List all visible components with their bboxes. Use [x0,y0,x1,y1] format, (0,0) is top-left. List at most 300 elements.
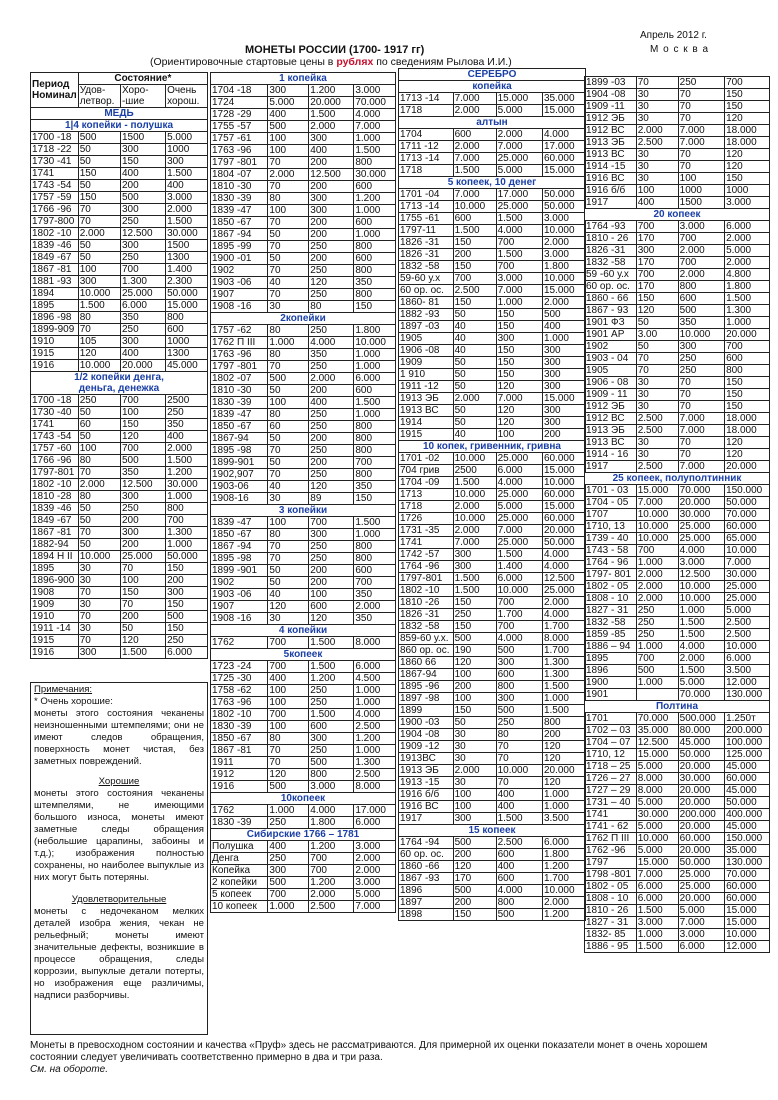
fair-price-cell: 80 [268,733,309,745]
very-good-price-cell: 800 [354,553,396,565]
very-good-price-cell: 600 [354,253,396,265]
table-row [399,201,586,213]
section-title: 1 копейка [211,73,396,85]
fair-price-cell: 50 [453,309,496,321]
very-good-price-cell: 2.000 [354,601,396,613]
fair-price-cell: 80 [268,349,309,361]
period-cell: 1764 -96 [399,561,454,573]
very-good-price-cell: 60.000 [542,513,585,525]
good-price-cell: 1.500 [496,249,542,261]
good-price-cell: 300 [120,491,165,503]
period-cell: 1882-94 [31,539,79,551]
fair-price-cell: 50 [268,577,309,589]
good-price-cell: 20.000 [678,821,724,833]
good-price-cell: 20.000 [120,360,165,372]
good-price-cell: 1.300 [120,276,165,288]
fair-price-cell: 5.000 [636,761,678,773]
good-price-cell: 500 [309,757,354,769]
good-price-cell: 2.000 [678,245,724,257]
table-row [211,289,396,301]
fair-price-cell: 50 [453,417,496,429]
period-cell: 1917 [585,461,637,473]
very-good-price-cell: 400.000 [725,809,770,821]
header-period-nominal: Период Номинал [31,73,79,108]
period-cell: 1908 -16 [211,301,268,313]
period-cell: 704 грив [399,465,454,477]
good-price-cell: 250 [309,469,354,481]
fair-price-cell: 80 [268,325,309,337]
fair-price-cell: 150 [453,261,496,273]
table-row [585,257,770,269]
very-good-price-cell: 800 [354,445,396,457]
fair-price-cell: 30 [636,161,678,173]
very-good-price-cell: 125.000 [725,749,770,761]
very-good-price-cell: 6.000 [166,647,208,659]
very-good-price-cell: 1.500 [354,145,396,157]
fair-price-cell: 30 [636,401,678,413]
very-good-price-cell: 18.000 [725,125,770,137]
table-row [31,467,208,479]
good-price-cell: 150 [120,587,165,599]
footer-note-2: состоянии следует увеличивать соответственно примерно в два и три раза. [30,1052,383,1063]
good-price-cell: 800 [496,897,542,909]
good-price-cell: 12.500 [309,169,354,181]
period-cell: 1908-16 [211,493,268,505]
very-good-price-cell: 60.000 [725,521,770,533]
good-price-cell: 4.000 [678,545,724,557]
period-cell: 1713 -14 [399,153,454,165]
period-cell: Денга [211,853,268,865]
table-row [585,857,770,869]
good-price-cell: 350 [120,467,165,479]
table-row [399,237,586,249]
good-price-cell: 1.000 [678,605,724,617]
very-good-price-cell: 1.800 [542,261,585,273]
fair-price-cell: 300 [268,865,309,877]
very-good-price-cell: 2.500 [354,721,396,733]
period-cell: 1899-901 [211,457,268,469]
table-row [211,241,396,253]
very-good-price-cell: 8.000 [542,633,585,645]
very-good-price-cell: 10.000 [725,545,770,557]
good-price-cell: 2.000 [496,129,542,141]
fair-price-cell: 500 [453,885,496,897]
good-price-cell: 7.000 [678,413,724,425]
fair-price-cell: 700 [268,889,309,901]
fair-price-cell: 2.000 [636,125,678,137]
good-price-cell: 4.000 [496,885,542,897]
period-cell: 1881 -93 [31,276,79,288]
period-cell: 1860 - 66 [585,293,637,305]
fair-price-cell: 120 [78,348,120,360]
section-title: 4 копейки [211,625,396,637]
table-row [585,821,770,833]
table-row [399,885,586,897]
period-cell: 1810 - 26 [585,905,637,917]
good-price-cell: 60.000 [678,833,724,845]
note-fair-heading: Удовлетворительные [71,894,167,905]
good-price-cell: 600 [309,601,354,613]
very-good-price-cell: 7.000 [354,901,396,913]
period-cell: 1710, 12 [585,749,637,761]
fair-price-cell: 50 [78,503,120,515]
good-price-cell: 700 [678,233,724,245]
very-good-price-cell: 60.000 [725,893,770,905]
period-cell: 1766 -96 [31,204,79,216]
table-row [399,657,586,669]
period-cell: 1702 – 03 [585,725,637,737]
period-cell: 1886 - 95 [585,941,637,953]
section-title: 1|4 копейки - полушка [31,120,208,132]
period-cell: 1827 - 31 [585,605,637,617]
good-price-cell: 600 [496,669,542,681]
period-cell: 1704 -09 [399,477,454,489]
very-good-price-cell: 500 [166,611,208,623]
very-good-price-cell: 20.000 [542,765,585,777]
table-row [31,180,208,192]
good-price-cell: 7.000 [678,125,724,137]
page-subtitle: (Ориентировочные стартовые цены в рублях по сведениям Рылова И.И.) [150,56,512,68]
table-row [31,539,208,551]
fair-price-cell: 100 [268,697,309,709]
good-price-cell: 7.000 [678,425,724,437]
very-good-price-cell: 600 [166,324,208,336]
table-row [399,597,586,609]
fair-price-cell: 100 [268,133,309,145]
fair-price-cell: 100 [453,801,496,813]
fair-price-cell: 500 [268,877,309,889]
very-good-price-cell: 120 [725,113,770,125]
good-price-cell: 300 [120,144,165,156]
table-row [31,527,208,539]
table-row [585,281,770,293]
good-price-cell: 7.000 [496,141,542,153]
very-good-price-cell: 700 [166,515,208,527]
section-title: 5 копеек, 10 денег [399,177,586,189]
good-price-cell: 400 [120,168,165,180]
table-row [399,693,586,705]
period-cell: 1909 - 11 [585,389,637,401]
table-row [211,337,396,349]
table-row [585,677,770,689]
table-row [585,269,770,281]
good-price-cell: 700 [120,443,165,455]
table-row [31,240,208,252]
fair-price-cell: 50 [78,515,120,527]
period-cell: 60 ор. ос. [399,849,454,861]
good-price-cell: 700 [120,395,165,407]
very-good-price-cell: 800 [354,241,396,253]
fair-price-cell: 50 [78,431,120,443]
good-price-cell: 300 [309,193,354,205]
very-good-price-cell: 10.000 [542,477,585,489]
table-row [211,613,396,625]
fair-price-cell: 250 [636,617,678,629]
period-cell: 1895 -98 [211,445,268,457]
very-good-price-cell: 50.000 [725,797,770,809]
very-good-price-cell: 4.000 [542,129,585,141]
very-good-price-cell: 12.500 [542,573,585,585]
good-price-cell: 500.000 [678,713,724,725]
footer-note: Монеты в превосходном состоянии и качества «Пруф» здесь не рассматриваются. Для примерной их оценки показатели монет в очень хорошем [30,1040,708,1051]
fair-price-cell: 700 [453,273,496,285]
table-row [399,909,586,921]
fair-price-cell: 30 [453,777,496,789]
fair-price-cell: 60 [78,419,120,431]
fair-price-cell: 70 [636,365,678,377]
very-good-price-cell: 15.000 [725,905,770,917]
table-row [585,173,770,185]
good-price-cell: 150 [496,357,542,369]
very-good-price-cell: 150 [354,493,396,505]
fair-price-cell: 30 [636,89,678,101]
table-row [31,431,208,443]
table-row [211,325,396,337]
period-cell: 1723 -24 [211,661,268,673]
period-cell: 1913ВС [399,753,454,765]
good-price-cell: 200 [309,229,354,241]
table-row [585,413,770,425]
very-good-price-cell: 30.000 [725,569,770,581]
good-price-cell: 800 [496,681,542,693]
table-row [399,585,586,597]
very-good-price-cell: 600 [354,565,396,577]
period-cell: 1810 - 26 [585,233,637,245]
good-price-cell: 300 [496,657,542,669]
period-cell: 1909 [31,599,79,611]
good-price-cell: 300 [309,733,354,745]
fair-price-cell: 30 [636,389,678,401]
good-price-cell: 700 [309,853,354,865]
fair-price-cell: 1.000 [268,805,309,817]
fair-price-cell: 150 [453,597,496,609]
footer-see-back: См. на обороте. [30,1064,109,1075]
very-good-price-cell: 300 [166,156,208,168]
good-price-cell: 1.500 [309,637,354,649]
very-good-price-cell: 200.000 [725,725,770,737]
table-row [31,228,208,240]
period-cell: 1763 -96 [211,697,268,709]
very-good-price-cell: 1500 [166,240,208,252]
good-price-cell: 120 [309,481,354,493]
good-price-cell: 300 [496,693,542,705]
very-good-price-cell: 70.000 [725,509,770,521]
period-cell: 1915 [399,429,454,441]
period-cell: 1907 [211,289,268,301]
fair-price-cell: 70 [636,353,678,365]
table-row [211,553,396,565]
fair-price-cell: 60 [268,421,309,433]
table-row [585,569,770,581]
table-row [31,647,208,659]
table-row [31,551,208,563]
fair-price-cell: 2.000 [78,228,120,240]
very-good-price-cell: 15.000 [166,300,208,312]
fair-price-cell: 30 [268,301,309,313]
table-row [585,137,770,149]
period-cell: 1724 [211,97,268,109]
period-cell: 1725 -30 [211,673,268,685]
fair-price-cell: 30 [78,623,120,635]
table-row [585,353,770,365]
fair-price-cell: 40 [453,429,496,441]
good-price-cell: 120 [309,277,354,289]
good-price-cell: 30.000 [678,773,724,785]
period-cell: 1916 [31,360,79,372]
good-price-cell: 120 [120,635,165,647]
good-price-cell: 70 [678,113,724,125]
section-title: 10 копек, гривенник, гривна [399,441,586,453]
very-good-price-cell: 800 [354,433,396,445]
period-cell: 1739 - 40 [585,533,637,545]
very-good-price-cell: 1.700 [542,873,585,885]
good-price-cell: 1.500 [678,665,724,677]
table-row [399,681,586,693]
period-cell: 1902 [211,265,268,277]
fair-price-cell: 70 [268,445,309,457]
fair-price-cell: 500 [453,633,496,645]
very-good-price-cell: 1.250т [725,713,770,725]
period-cell: 1 910 [399,369,454,381]
period-cell: 1802 -10 [211,709,268,721]
period-cell: 1914 - 16 [585,449,637,461]
period-cell: 1832 -58 [585,257,637,269]
table-row [31,635,208,647]
table-row [399,141,586,153]
period-cell: 1860 66 [399,657,454,669]
table-row [585,149,770,161]
good-price-cell: 20.000 [309,97,354,109]
period-cell: 1902 [211,577,268,589]
period-cell: 1710, 13 [585,521,637,533]
good-price-cell: 250 [120,252,165,264]
table-row [585,653,770,665]
fair-price-cell: 50 [78,407,120,419]
very-good-price-cell: 400 [166,180,208,192]
period-cell: 1901 ФЗ [585,317,637,329]
fair-price-cell: 70 [78,467,120,479]
very-good-price-cell: 1.500 [166,216,208,228]
fair-price-cell: 30 [268,613,309,625]
fair-price-cell: 80 [268,193,309,205]
table-row [211,373,396,385]
very-good-price-cell: 1.500 [354,397,396,409]
table-row [31,503,208,515]
period-cell: 1896 -98 [31,312,79,324]
period-cell: 1711 -12 [399,141,454,153]
fair-price-cell: 2.000 [453,393,496,405]
very-good-price-cell: 45.000 [725,761,770,773]
very-good-price-cell: 35.000 [542,93,585,105]
fair-price-cell: 30 [636,377,678,389]
good-price-cell: 7.000 [678,137,724,149]
fair-price-cell: 100 [78,443,120,455]
good-price-cell: 4.000 [678,641,724,653]
table-row [399,345,586,357]
fair-price-cell: 1.500 [453,573,496,585]
fair-price-cell: 1.000 [636,677,678,689]
fair-price-cell: 400 [636,197,678,209]
table-row [31,156,208,168]
table-row [211,421,396,433]
period-cell: 1764 -94 [399,837,454,849]
fair-price-cell: 250 [636,629,678,641]
table-row [211,85,396,97]
good-price-cell: 2.000 [309,373,354,385]
table-row [211,721,396,733]
good-price-cell: 2.000 [678,269,724,281]
fair-price-cell: 170 [636,281,678,293]
table-row [585,797,770,809]
very-good-price-cell: 2.000 [542,297,585,309]
fair-price-cell: 2.000 [78,479,120,491]
fair-price-cell: 12.500 [636,737,678,749]
period-cell: 1808 - 10 [585,893,637,905]
very-good-price-cell: 150 [725,377,770,389]
good-price-cell: 250 [309,745,354,757]
fair-price-cell: 2.000 [453,105,496,117]
period-cell: 1867-94 [399,669,454,681]
very-good-price-cell: 1.000 [542,333,585,345]
table-row [211,661,396,673]
very-good-price-cell: 800 [354,289,396,301]
very-good-price-cell: 700 [725,341,770,353]
good-price-cell: 1.200 [309,841,354,853]
very-good-price-cell: 600 [725,353,770,365]
good-price-cell: 500 [496,909,542,921]
period-cell: 1839 -47 [211,517,268,529]
period-cell: 1701 - 03 [585,485,637,497]
table-row [585,641,770,653]
fair-price-cell: 400 [268,673,309,685]
good-price-cell: 300 [496,333,542,345]
period-cell: 1902 [585,341,637,353]
very-good-price-cell: 800 [354,421,396,433]
fair-price-cell: 5.000 [636,821,678,833]
fair-price-cell: 100 [453,669,496,681]
very-good-price-cell: 17.000 [542,141,585,153]
table-row [399,333,586,345]
very-good-price-cell: 1000 [166,336,208,348]
very-good-price-cell: 15.000 [542,501,585,513]
good-price-cell: 70 [496,777,542,789]
table-row [585,185,770,197]
very-good-price-cell: 1.800 [725,281,770,293]
period-cell: 1916 [211,781,268,793]
table-row [399,705,586,717]
period-cell: 1913 ЭБ [399,393,454,405]
very-good-price-cell: 60.000 [725,881,770,893]
good-price-cell: 70 [496,741,542,753]
table-row [399,357,586,369]
fair-price-cell: 50 [268,433,309,445]
very-good-price-cell: 1.300 [166,527,208,539]
very-good-price-cell: 60.000 [542,489,585,501]
table-row [585,293,770,305]
very-good-price-cell: 5.000 [354,889,396,901]
fair-price-cell: 1.000 [268,901,309,913]
fair-price-cell: 10.000 [78,551,120,563]
very-good-price-cell: 200 [542,729,585,741]
fair-price-cell: 100 [268,721,309,733]
table-row [211,589,396,601]
table-row [399,789,586,801]
good-price-cell: 1.200 [309,85,354,97]
very-good-price-cell: 2.000 [354,853,396,865]
fair-price-cell: 70 [78,527,120,539]
period-cell: 1914 -15 [585,161,637,173]
good-price-cell: 1.400 [496,561,542,573]
